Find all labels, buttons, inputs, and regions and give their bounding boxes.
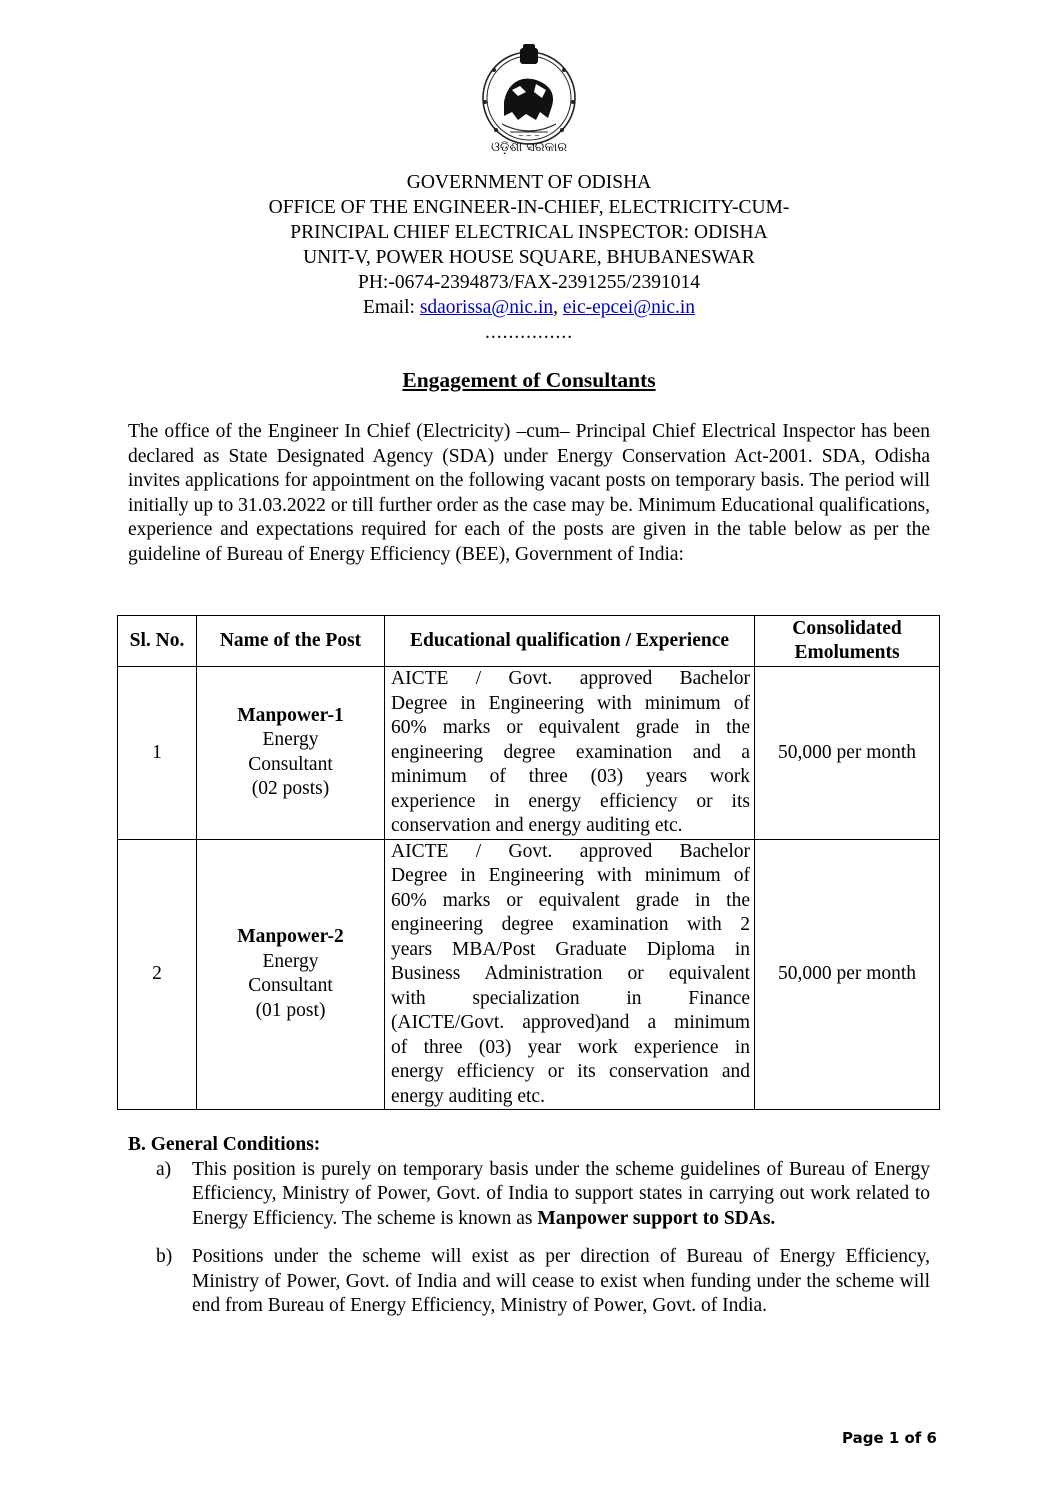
- row-sl-no: 2: [118, 839, 197, 1110]
- row-education-cell: [385, 667, 755, 840]
- header-address: UNIT-V, POWER HOUSE SQUARE, BHUBANESWAR: [303, 247, 755, 268]
- education-line: minimum of three (03) years work: [391, 766, 750, 787]
- condition-item-a: [128, 1158, 930, 1232]
- header-office-line2: PRINCIPAL CHIEF ELECTRICAL INSPECTOR: ODISHA: [290, 222, 768, 243]
- row-emoluments: 50,000 per month: [755, 839, 940, 1110]
- education-line: conservation and energy auditing etc.: [391, 815, 683, 836]
- header-education: Educational qualification / Experience: [385, 616, 755, 667]
- education-line: AICTE / Govt. approved Bachelor: [391, 668, 750, 689]
- education-line: of three (03) year work experience in: [391, 1036, 750, 1058]
- education-line: engineering degree examination with 2: [391, 914, 750, 935]
- row-post-cell: [197, 667, 385, 840]
- email-link-sdaorissa[interactable]: sdaorissa@nic.in: [419, 297, 554, 318]
- email-separator: ,: [553, 297, 563, 318]
- header-dots: ...............: [484, 322, 574, 343]
- education-line: AICTE / Govt. approved Bachelor: [391, 840, 750, 862]
- education-line: engineering degree examination and a: [391, 741, 750, 763]
- post-line: Consultant: [248, 975, 333, 997]
- education-line: 60% marks or equivalent grade in the: [391, 717, 750, 738]
- header-email-line: [0, 295, 1058, 320]
- condition-label: b): [156, 1246, 173, 1267]
- office-header: [0, 170, 1058, 345]
- email-link-eic-epcei[interactable]: eic-epcei@nic.in: [562, 297, 696, 318]
- condition-text: Positions under the scheme will exist as per direction of Bureau of Energy Efficiency, Ministry of Power, Govt. of India and will cease to exist when funding under the scheme will end from Bureau of Energy Efficiency, Ministry of Power, Govt. of India.: [192, 1246, 930, 1316]
- education-line: Degree in Engineering with minimum of: [391, 865, 750, 886]
- education-line: experience in energy efficiency or its: [391, 790, 750, 812]
- intro-paragraph: The office of the Engineer In Chief (Electricity) –cum– Principal Chief Electrical Inspector has been declared as State Designated Agency (SDA) under Energy Conservation Act-2001. SDA, Odisha invites applications for appointment on the following vacant posts on temporary basis. The period will initially up to 31.03.2022 or till further order as the case may be. Minimum Educational qualifications, experience and expectations required for each of the posts are given in the table below as per the guideline of Bureau of Energy Efficiency (BEE), Government of India:: [128, 421, 930, 565]
- page-number: Page 1 of 6: [842, 1429, 937, 1447]
- row-education-cell: [385, 839, 755, 1110]
- education-line: years MBA/Post Graduate Diploma in: [391, 938, 750, 960]
- education-line: energy efficiency or its conservation and: [391, 1061, 750, 1082]
- table-row: [118, 839, 940, 1110]
- post-count: (01 post): [255, 999, 326, 1021]
- email-label: Email:: [362, 297, 420, 318]
- condition-label: a): [156, 1158, 172, 1180]
- post-line: Energy: [262, 950, 319, 972]
- general-conditions-title: B. General Conditions:: [128, 1134, 321, 1155]
- posts-table: [117, 615, 940, 1110]
- education-line: energy auditing etc.: [391, 1085, 545, 1107]
- header-government: GOVERNMENT OF ODISHA: [406, 172, 652, 193]
- row-emoluments: 50,000 per month: [755, 667, 940, 840]
- post-name: Manpower-2: [237, 926, 344, 948]
- condition-text: This position is purely on temporary basis under the scheme guidelines of Bureau of Energy Efficiency, Ministry of Power, Govt. of India to support states in carrying out work related to Energy Efficiency. The scheme is known as: [192, 1158, 930, 1229]
- education-line: with specialization in Finance: [391, 987, 750, 1009]
- header-sl-no: Sl. No.: [118, 616, 197, 667]
- post-count: (02 posts): [251, 778, 330, 800]
- post-name: Manpower-1: [237, 704, 344, 726]
- table-row: [118, 667, 940, 840]
- condition-item-b: [128, 1245, 930, 1319]
- header-office-line1: OFFICE OF THE ENGINEER-IN-CHIEF, ELECTRICITY-CUM-: [268, 197, 790, 218]
- svg-text:~ ~ ~: ~ ~ ~: [517, 132, 541, 140]
- row-sl-no: 1: [118, 667, 197, 840]
- education-line: 60% marks or equivalent grade in the: [391, 889, 750, 911]
- header-emoluments: Consolidated Emoluments: [755, 616, 940, 667]
- condition-bold-text: Manpower support to SDAs.: [537, 1207, 776, 1229]
- row-post-cell: [197, 839, 385, 1110]
- header-post-name: Name of the Post: [197, 616, 385, 667]
- post-line: Consultant: [248, 753, 333, 775]
- post-line: Energy: [262, 729, 319, 751]
- emblem-caption: ଓଡ଼ିଶା ସରକାର: [490, 140, 568, 155]
- education-line: Degree in Engineering with minimum of: [391, 692, 750, 714]
- general-conditions: [128, 1133, 930, 1319]
- education-line: (AICTE/Govt. approved)and a minimum: [391, 1012, 750, 1033]
- document-title: Engagement of Consultants: [402, 368, 656, 392]
- header-phone: PH:-0674-2394873/FAX-2391255/2391014: [358, 272, 700, 293]
- table-header-row: [118, 616, 940, 667]
- education-line: Business Administration or equivalent: [391, 963, 750, 984]
